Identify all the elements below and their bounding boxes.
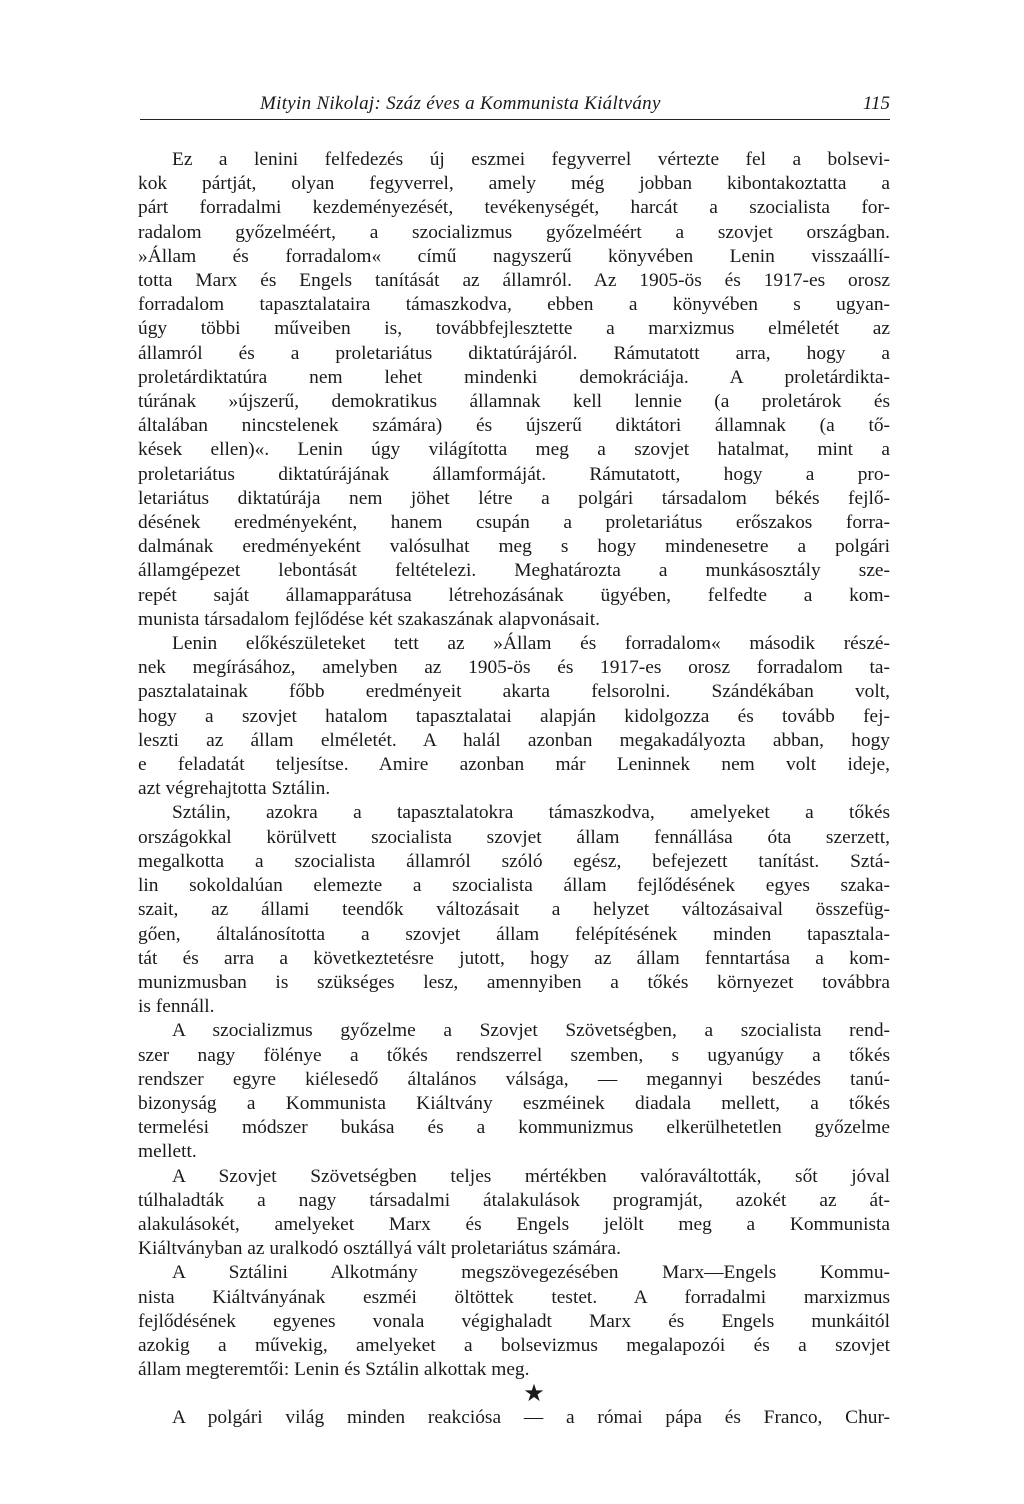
- text-line: nek megírásához, amelyben az 1905-ös és 1917-es orosz forradalom ta-: [138, 657, 890, 679]
- text-line: lin sokoldalúan elemezte a szocialista állam fejlődésének egyes szaka-: [138, 875, 890, 897]
- text-line: munista társadalom fejlődése két szakaszának alapvonásait.: [138, 608, 600, 630]
- text-line: is fennáll.: [138, 996, 215, 1018]
- text-line: tát és arra a következtetésre jutott, hogy az állam fenntartása a kom-: [138, 947, 890, 969]
- text-line: totta Marx és Engels tanítását az államról. Az 1905-ös és 1917-es orosz: [138, 270, 890, 292]
- page-number: 115: [862, 93, 890, 114]
- text-line: rendszer egyre kiélesedő általános válsága, — megannyi beszédes tanú-: [138, 1068, 890, 1090]
- text-line: fejlődésének egyenes vonala végighaladt Marx és Engels munkáitól: [138, 1310, 890, 1332]
- text-line: gően, általánosította a szovjet állam felépítésének minden tapasztala-: [138, 923, 890, 945]
- text-line: termelési módszer bukása és a kommunizmus elkerülhetetlen győzelme: [138, 1117, 890, 1139]
- body-text: [138, 148, 890, 1431]
- text-line: proletárdiktatúra nem lehet mindenki demokráciája. A proletárdikta-: [138, 366, 890, 388]
- text-line: repét saját államapparátusa létrehozásának ügyében, felfedte a kom-: [138, 584, 890, 606]
- text-line: túrának »újszerű, demokratikus államnak kell lennie (a proletárok és: [138, 391, 890, 413]
- text-line: Ez a lenini felfedezés új eszmei fegyverrel vértezte fel a bolsevi-: [172, 149, 890, 170]
- star-ornament-icon: ★: [523, 1381, 545, 1408]
- text-line: országokkal körülvett szocialista szovjet állam fennállása óta szerzett,: [138, 826, 890, 848]
- text-line: proletariátus diktatúrájának államformáját. Rámutatott, hogy a pro-: [138, 463, 890, 485]
- closing-line: A polgári világ minden reakciósa — a római pápa és Franco, Chur-: [172, 1407, 890, 1429]
- text-line: radalom győzelméért, a szocializmus győzelméért a szovjet országban.: [138, 221, 890, 243]
- text-line: Sztálin, azokra a tapasztalatokra támaszkodva, amelyeket a tőkés: [172, 802, 890, 824]
- text-line: letariátus diktatúrája nem jöhet létre a polgári társadalom békés fejlő-: [138, 487, 890, 509]
- text-line: e feladatát teljesítse. Amire azonban már Leninnek nem volt ideje,: [138, 754, 890, 776]
- text-line: A Sztálini Alkotmány megszövegezésében Marx—Engels Kommu-: [172, 1262, 890, 1284]
- text-line: általában nincstelenek számára) és újszerű diktátori államnak (a tő-: [138, 415, 890, 437]
- text-line: azokig a művekig, amelyeket a bolsevizmus megalapozói és a szovjet: [138, 1334, 890, 1356]
- text-line: alakulásokét, amelyeket Marx és Engels jelölt meg a Kommunista: [138, 1213, 890, 1235]
- text-line: úgy többi műveiben is, továbbfejlesztette a marxizmus elméletét az: [138, 318, 890, 340]
- text-line: leszti az állam elméletét. A halál azonban megakadályozta abban, hogy: [138, 729, 890, 751]
- text-line: kok pártját, olyan fegyverrel, amely még jobban kibontakoztatta a: [138, 173, 890, 195]
- text-line: munizmusban is szükséges lesz, amennyiben a tőkés környezet továbbra: [138, 971, 890, 993]
- text-line: állam megteremtői: Lenin és Sztálin alkottak meg.: [138, 1359, 530, 1381]
- text-line: A Szovjet Szövetségben teljes mértékben valóraváltották, sőt jóval: [172, 1165, 890, 1187]
- text-line: szait, az állami teendők változásait a helyzet változásaival összefüg-: [138, 899, 890, 921]
- text-line: szer nagy fölénye a tőkés rendszerrel szemben, s ugyanúgy a tőkés: [138, 1044, 890, 1066]
- text-line: azt végrehajtotta Sztálin.: [138, 778, 331, 800]
- text-line: hogy a szovjet hatalom tapasztalatai alapján kidolgozza és tovább fej-: [138, 705, 890, 727]
- text-line: Kiáltványban az uralkodó osztállyá vált proletariátus számára.: [138, 1238, 621, 1260]
- text-line: bizonyság a Kommunista Kiáltvány eszméinek diadala mellett, a tőkés: [138, 1092, 890, 1114]
- running-title: Mityin Nikolaj: Száz éves a Kommunista Kiáltvány: [260, 93, 661, 114]
- text-line: forradalom tapasztalataira támaszkodva, ebben a könyvében s ugyan-: [138, 294, 890, 316]
- text-line: dalmának eredményeként valósulhat meg s hogy mindenesetre a polgári: [138, 536, 890, 558]
- text-line: kések ellen)«. Lenin úgy világította meg a szovjet hatalmat, mint a: [138, 439, 890, 461]
- text-line: túlhaladták a nagy társadalmi átalakulások programját, azokét az át-: [138, 1189, 890, 1211]
- text-line: Lenin előkészületeket tett az »Állam és forradalom« második részé-: [172, 633, 890, 655]
- text-line: mellett.: [138, 1141, 197, 1163]
- text-line: párt forradalmi kezdeményezését, tevékenységét, harcát a szocialista for-: [138, 197, 890, 219]
- text-line: A szocializmus győzelme a Szovjet Szövetségben, a szocialista rend-: [172, 1020, 890, 1042]
- text-line: államról és a proletariátus diktatúrájáról. Rámutatott arra, hogy a: [138, 342, 890, 364]
- text-line: megalkotta a szocialista államról szóló egész, befejezett tanítást. Sztá-: [138, 850, 890, 872]
- text-line: »Állam és forradalom« című nagyszerű könyvében Lenin visszaállí-: [138, 245, 890, 267]
- text-line: pasztalatainak főbb eredményeit akarta felsorolni. Szándékában volt,: [138, 681, 890, 703]
- text-line: államgépezet lebontását feltételezi. Meghatározta a munkásosztály sze-: [138, 560, 890, 582]
- text-line: désének eredményeként, hanem csupán a proletariátus erőszakos forra-: [138, 512, 890, 534]
- text-line: nista Kiáltványának eszméi öltöttek testet. A forradalmi marxizmus: [138, 1286, 890, 1308]
- running-header: [140, 93, 890, 120]
